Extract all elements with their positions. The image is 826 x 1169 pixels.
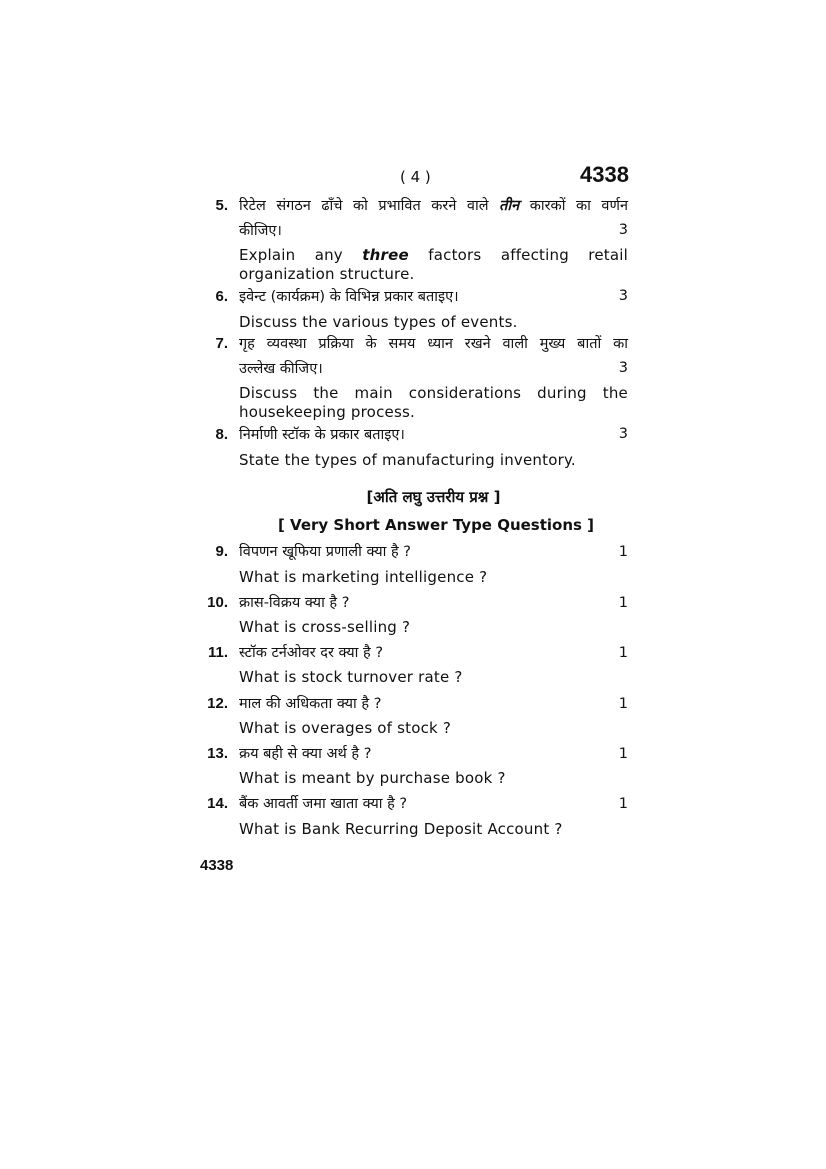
question-number: 12. <box>207 695 228 712</box>
question-hindi-line: विपणन खूफिया प्रणाली क्या है ? <box>239 544 411 560</box>
marks: 3 <box>618 222 628 238</box>
section-heading-hindi: [अति लघु उत्तरीय प्रश्न ] <box>366 488 501 506</box>
marks: 1 <box>618 746 628 762</box>
marks: 1 <box>618 645 628 661</box>
question-number: 6. <box>215 288 228 305</box>
question-hindi-line: बैंक आवर्ती जमा खाता क्या है ? <box>239 796 408 812</box>
question-number: 9. <box>215 543 228 560</box>
question-number: 14. <box>207 795 228 812</box>
question-english-line: What is stock turnover rate ? <box>239 668 463 686</box>
question-number: 10. <box>207 594 228 611</box>
question-hindi-line <box>239 196 628 216</box>
marks: 1 <box>618 796 628 812</box>
question-english-line: What is marketing intelligence ? <box>239 568 488 586</box>
question-english-text: factors affecting retail <box>428 246 628 264</box>
marks: 3 <box>618 426 628 442</box>
emphasis-text: three <box>362 246 409 264</box>
question-english-line: Discuss the main considerations during the <box>239 384 628 402</box>
question-hindi-line: स्टॉक टर्नओवर दर क्या है ? <box>239 645 384 661</box>
question-hindi-line: कीजिए। <box>239 223 282 239</box>
section-heading-english: [ Very Short Answer Type Questions ] <box>277 516 595 534</box>
question-number: 7. <box>215 335 228 352</box>
question-hindi-text: कारकों का वर्णन <box>529 198 629 214</box>
question-number: 13. <box>207 745 228 762</box>
question-hindi-line: क्रास-विक्रय क्या है ? <box>239 595 350 611</box>
question-english-line <box>239 245 628 265</box>
question-number: 5. <box>215 197 228 214</box>
question-english-line: Discuss the various types of events. <box>239 313 518 331</box>
question-english-line: housekeeping process. <box>239 403 415 421</box>
emphasis-text: तीन <box>499 198 520 214</box>
question-english-line: What is meant by purchase book ? <box>239 769 506 787</box>
question-english-line: State the types of manufacturing inventory. <box>239 451 576 469</box>
marks: 3 <box>618 360 628 376</box>
marks: 1 <box>618 595 628 611</box>
footer-paper-code: 4338 <box>200 857 234 874</box>
question-hindi-line: क्रय बही से क्या अर्थ है ? <box>239 746 372 762</box>
question-number: 8. <box>215 426 228 443</box>
question-hindi-line: निर्माणी स्टॉक के प्रकार बताइए। <box>239 427 405 443</box>
question-hindi-line: उल्लेख कीजिए। <box>239 361 323 377</box>
question-hindi-line: माल की अधिकता क्या है ? <box>239 696 382 712</box>
question-english-text: Explain any <box>239 246 343 264</box>
paper-code: 4338 <box>580 162 629 187</box>
question-english-line: organization structure. <box>239 265 415 283</box>
question-hindi-line: गृह व्यवस्था प्रक्रिया के समय ध्यान रखने वाली मुख्य बातों का <box>239 336 628 352</box>
marks: 3 <box>618 288 628 304</box>
question-number: 11. <box>207 644 228 661</box>
marks: 1 <box>618 696 628 712</box>
question-english-line: What is Bank Recurring Deposit Account ? <box>239 820 563 838</box>
question-hindi-text: रिटेल संगठन ढाँचे को प्रभावित करने वाले <box>239 198 489 214</box>
question-hindi-line: इवेन्ट (कार्यक्रम) के विभिन्न प्रकार बताइए। <box>239 289 459 305</box>
question-english-line: What is overages of stock ? <box>239 719 452 737</box>
marks: 1 <box>618 544 628 560</box>
question-english-line: What is cross-selling ? <box>239 618 411 636</box>
page-number: ( 4 ) <box>400 168 431 186</box>
